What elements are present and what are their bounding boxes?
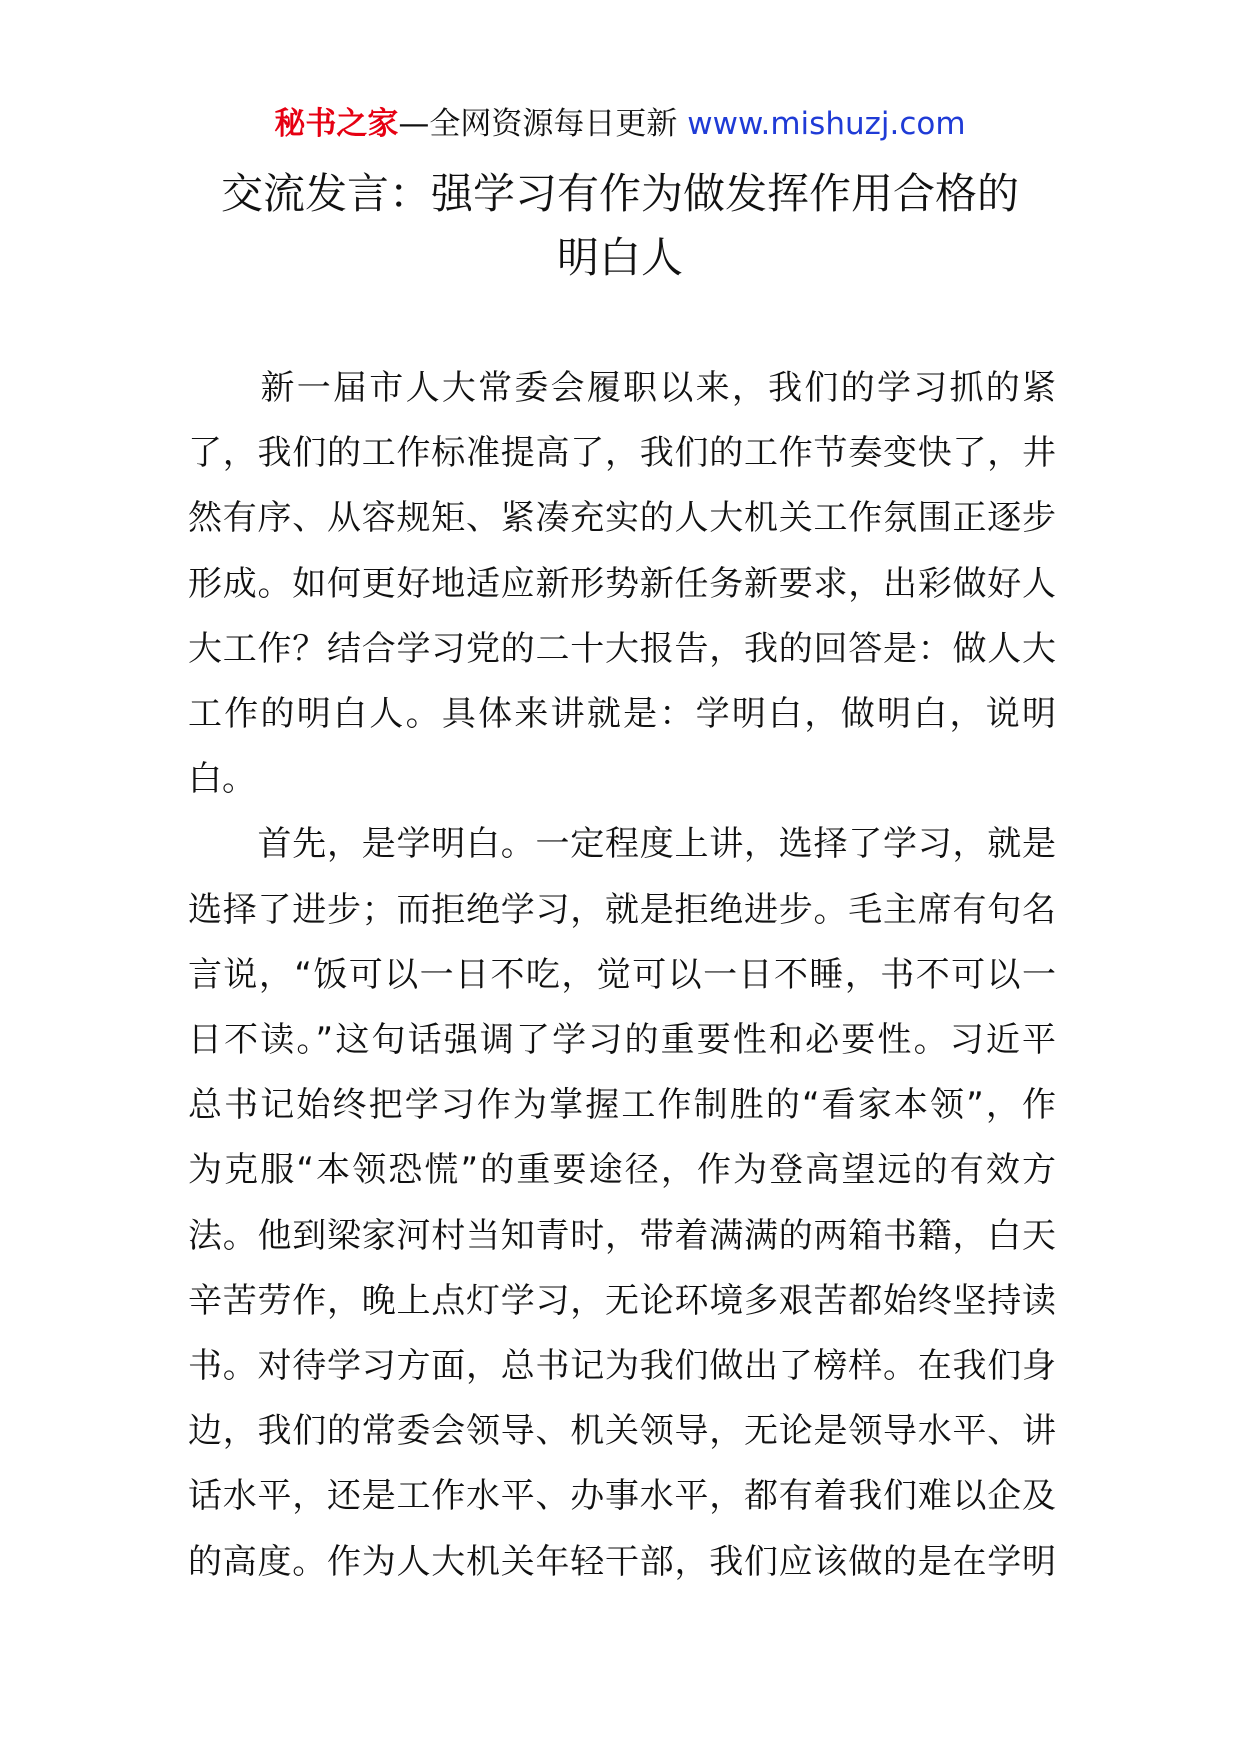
body-line: 的高度。作为人大机关年轻干部，我们应该做的是在学明: [188, 1541, 1056, 1582]
body-line: 总书记始终把学习作为掌握工作制胜的“看家本领”，作: [188, 1085, 1056, 1126]
body-line: 为克服“本领恐慌”的重要途径，作为登高望远的有效方: [188, 1150, 1056, 1191]
body-line: 法。他到梁家河村当知青时，带着满满的两箱书籍，白天: [188, 1215, 1056, 1256]
body-line: 白。: [188, 759, 256, 800]
body-line: 选择了进步；而拒绝学习，就是拒绝进步。毛主席有句名: [188, 889, 1056, 930]
document-body: [188, 356, 1056, 1595]
brand-name: 秘书之家: [274, 106, 399, 142]
body-line: 书。对待学习方面，总书记为我们做出了榜样。在我们身: [188, 1346, 1056, 1387]
body-line: 辛苦劳作，晚上点灯学习，无论环境多艰苦都始终坚持读: [188, 1280, 1056, 1321]
title-line: 交流发言：强学习有作为做发挥作用合格的: [220, 169, 1019, 218]
body-line: 工作的明白人。具体来讲就是：学明白，做明白，说明: [188, 694, 1056, 735]
document-title: [190, 162, 1050, 290]
body-line: 言说，“饭可以一日不吃，觉可以一日不睡，书不可以一: [188, 954, 1056, 995]
body-line: 首先，是学明白。一定程度上讲，选择了学习，就是: [188, 824, 1056, 865]
body-line: 日不读。”这句话强调了学习的重要性和必要性。习近平: [188, 1020, 1056, 1061]
body-line: 新一届市人大常委会履职以来，我们的学习抓的紧: [188, 368, 1056, 408]
body-line: 然有序、从容规矩、紧凑充实的人大机关工作氛围正逐步: [188, 498, 1056, 539]
body-line: 话水平，还是工作水平、办事水平，都有着我们难以企及: [188, 1476, 1056, 1517]
body-line: 了，我们的工作标准提高了，我们的工作节奏变快了，井: [188, 433, 1056, 474]
site-url[interactable]: www.mishuzj.com: [687, 106, 966, 142]
header-tagline: —全网资源每日更新: [398, 106, 688, 142]
body-line: 边，我们的常委会领导、机关领导，无论是领导水平、讲: [188, 1411, 1056, 1452]
body-line: 大工作？结合学习党的二十大报告，我的回答是：做人大: [188, 628, 1056, 669]
title-line: 明白人: [556, 233, 683, 282]
site-header: [0, 98, 1240, 150]
body-line: 形成。如何更好地适应新形势新任务新要求，出彩做好人: [188, 563, 1056, 604]
